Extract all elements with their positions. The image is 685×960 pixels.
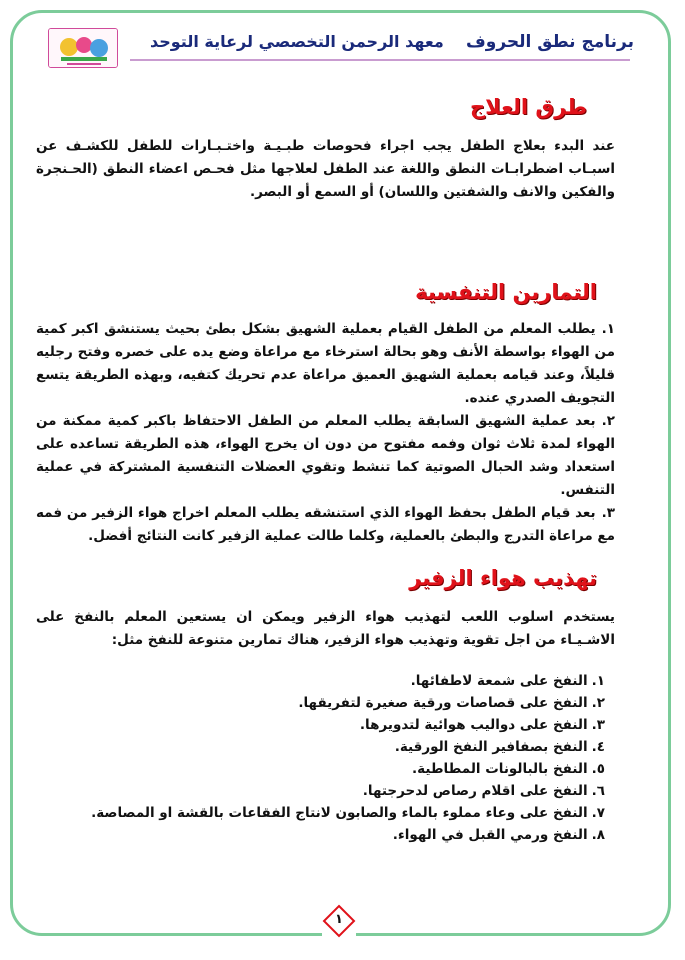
item-number: ٧. (591, 805, 605, 821)
page-number: ١ (335, 912, 343, 927)
list-item (45, 824, 605, 846)
section-title-breathing: التمارين التنفسية (415, 280, 597, 304)
item-text: النفخ على دواليب هوائية لتدويرها. (359, 717, 588, 733)
institute-logo (48, 28, 118, 68)
item-text: النفخ على قصاصات ورقية صغيرة لتفريقها. (298, 695, 588, 711)
list-item (45, 670, 605, 692)
list-item (45, 802, 605, 824)
institute-name: معهد الرحمن التخصصي لرعاية التوحد (150, 32, 444, 51)
item-number: ١. (591, 673, 605, 689)
list-item (45, 714, 605, 736)
item-text: يطلب المعلم من الطفل القيام بعملية الشهيق بشكل بطئ بحيث يستنشق اكبر كمية من الهواء بواسطة الأنف وهو بحالة استرخاء مع مراعاة وضع يده على خصره وفتح رجليه قليلاً، وعند قيامه بعملية الشهيق العميق مراعاة عدم تحريك كتفيه، وبهذه الطريقة يتسع التجويف الصدري عنده. (36, 321, 615, 406)
page-number-badge (322, 904, 356, 938)
item-number: ٦. (591, 783, 605, 799)
list-item (45, 736, 605, 758)
item-text: النفخ على وعاء مملوء بالماء والصابون لانتاج الفقاعات بالقشة او المصاصة. (91, 805, 588, 821)
item-text: النفخ بالبالونات المطاطية. (412, 761, 588, 777)
exhale-list (45, 670, 605, 846)
exhale-paragraph: يستخدم اسلوب اللعب لتهذيب هواء الزفير ويمكن ان يستعين المعلم بالنفخ على الاشـيـاء من اجل تقوية وتهذيب هواء الزفير، هناك تمارين متنوعة للنفخ مثل: (36, 609, 615, 648)
page-header (40, 26, 640, 70)
list-item (45, 758, 605, 780)
item-number: ١. (601, 321, 615, 337)
item-text: بعد قيام الطفل بحفظ الهواء الذي استنشقه يطلب المعلم اخراج هواء الزفير من فمه مع مراعاة التدرج والبطئ بالعملية، وكلما طالت عملية الزفير كانت النتائج أفضل. (36, 505, 615, 544)
item-number: ٤. (591, 739, 605, 755)
list-item (36, 502, 615, 548)
list-item (36, 410, 615, 502)
item-number: ٢. (601, 413, 615, 429)
list-item (36, 318, 615, 410)
breathing-list (36, 318, 615, 548)
list-item (45, 780, 605, 802)
section-title-treatment: طرق العلاج (470, 95, 587, 119)
item-text: النفخ على اقلام رصاص لدحرجتها. (362, 783, 588, 799)
item-text: النفخ على شمعة لاطفائها. (410, 673, 588, 689)
item-text: النفخ بصفافير النفخ الورقية. (394, 739, 588, 755)
header-divider (130, 59, 630, 61)
item-text: بعد عملية الشهيق السابقة يطلب المعلم من الطفل الاحتفاظ باكبر كمية ممكنة من الهواء لمدة ثلاث ثوان وفمه مفتوح من دون ان يخرج الهواء، هذه الطريقة تساعده على استعداد وشد الحبال الصوتية كما تنشط وتقوي العضلات التنفسية المشتركة في عملية التنفس. (36, 413, 615, 498)
item-text: النفخ ورمي القبل في الهواء. (392, 827, 588, 843)
item-number: ٣. (591, 717, 605, 733)
program-title: برنامج نطق الحروف (466, 32, 634, 52)
item-number: ٨. (591, 827, 605, 843)
section-title-exhale: تهذيب هواء الزفير (409, 566, 597, 590)
treatment-paragraph: عند البدء بعلاج الطفل يجب اجراء فحوصات طبـيـة واختـبـارات للطفل للكشـف عن اسبـاب اضطرابـات النطق واللغة عند الطفل لعلاجها مثل فحـص اعضاء النطق (الحـنجرة والفكين والانف والشفتين واللسان) أو السمع أو البصر. (36, 138, 615, 200)
list-item (45, 692, 605, 714)
item-number: ٢. (591, 695, 605, 711)
item-number: ٥. (591, 761, 605, 777)
item-number: ٣. (601, 505, 615, 521)
